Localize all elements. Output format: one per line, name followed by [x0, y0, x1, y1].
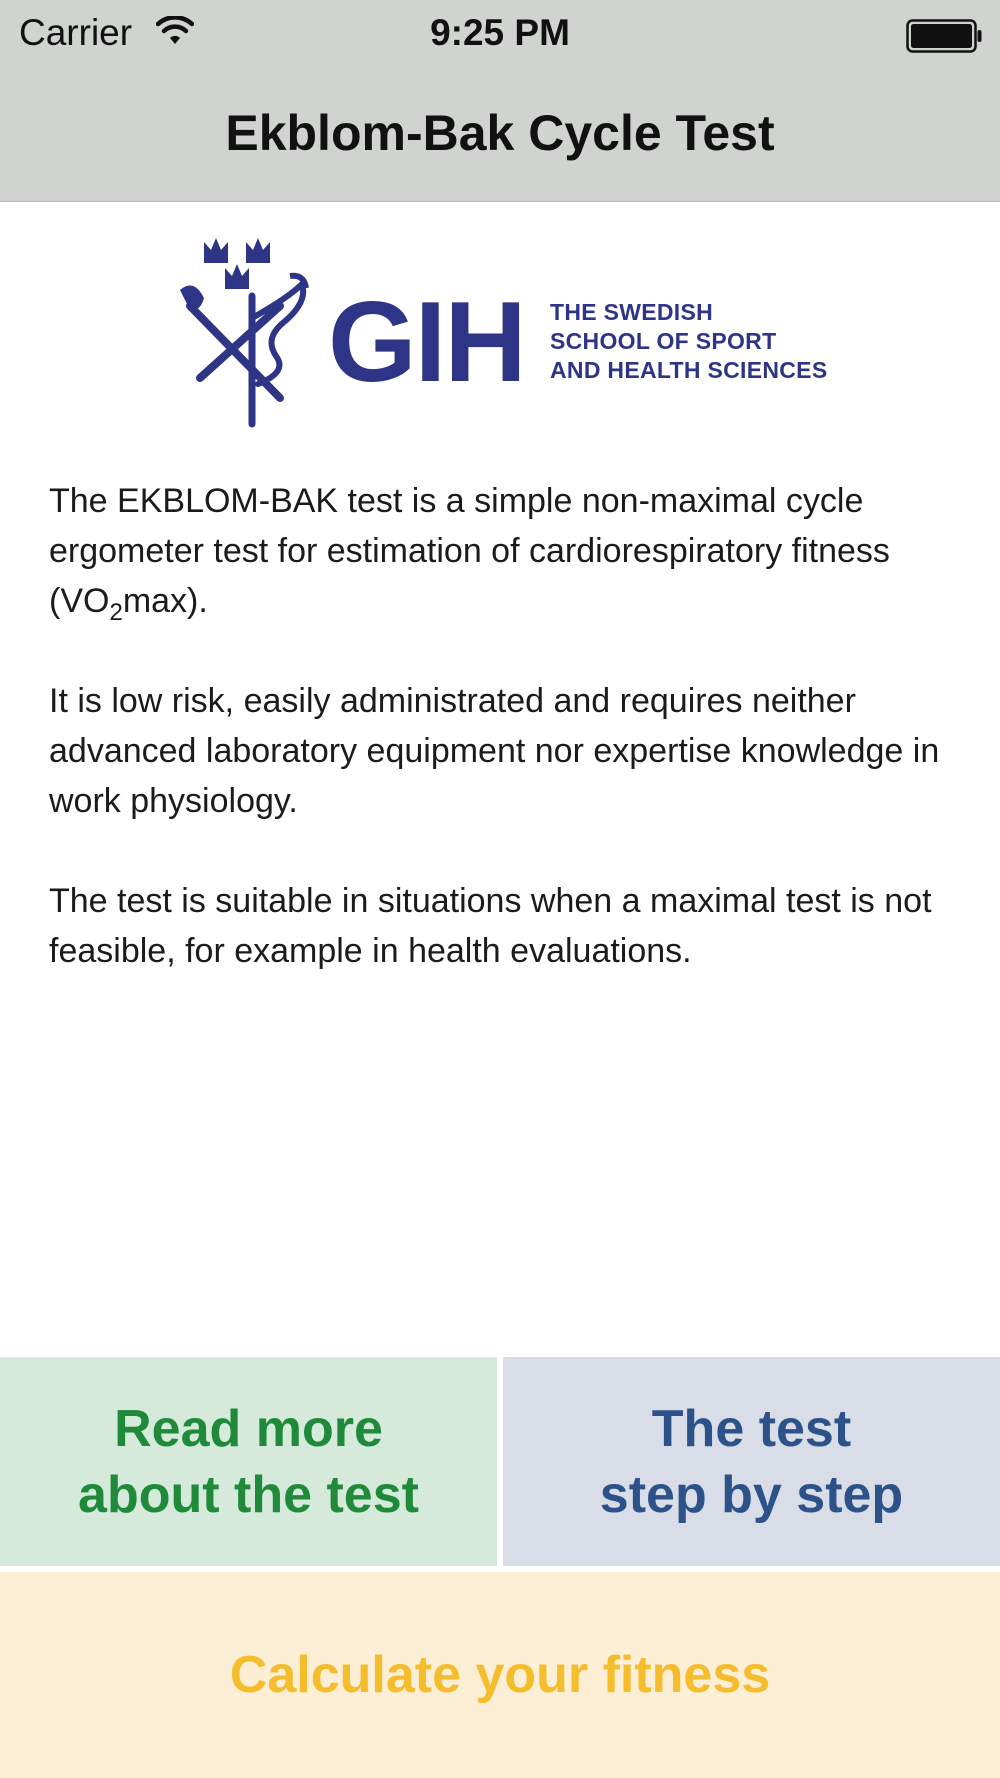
- read-more-button[interactable]: [0, 1357, 497, 1566]
- step-by-step-line-2: step by step: [599, 1465, 904, 1524]
- step-by-step-line-1: The test: [651, 1399, 852, 1458]
- calculate-fitness-button[interactable]: [0, 1572, 1000, 1778]
- intro-paragraph-2: It is low risk, easily administrated and requires neither advanced laboratory equipment nor expertise knowledge in work physiology.: [49, 682, 940, 820]
- logo-wordmark: GIH: [328, 279, 525, 406]
- crowns-emblem-icon: [180, 238, 306, 424]
- logo-tagline: [550, 298, 830, 385]
- read-more-label: [78, 1396, 419, 1528]
- carrier-label: Carrier: [19, 12, 133, 53]
- intro-p1-text: The EKBLOM-BAK test is a simple non-maximal cycle ergometer test for estimation of cardiorespiratory fitness (VO: [49, 482, 890, 620]
- status-bar: [0, 0, 1000, 64]
- navigation-bar: [0, 0, 1000, 202]
- intro-p1-tail: max).: [122, 582, 208, 620]
- intro-text: [49, 476, 969, 1026]
- step-by-step-label: [600, 1396, 903, 1528]
- read-more-line-2: about the test: [78, 1465, 419, 1524]
- logo-tagline-line: AND HEALTH SCIENCES: [550, 357, 828, 383]
- read-more-line-1: Read more: [114, 1399, 383, 1458]
- calculate-fitness-label: Calculate your fitness: [229, 1646, 771, 1704]
- page-title: Ekblom-Bak Cycle Test: [225, 105, 775, 161]
- battery-icon: [906, 19, 984, 53]
- intro-paragraph-3: The test is suitable in situations when a maximal test is not feasible, for example in health evaluations.: [49, 882, 932, 970]
- logo-tagline-line: THE SWEDISH: [550, 299, 714, 325]
- step-by-step-button[interactable]: [503, 1357, 1000, 1566]
- intro-paragraph-1: [49, 476, 969, 626]
- logo-tagline-line: SCHOOL OF SPORT: [550, 328, 777, 354]
- status-time: 9:25 PM: [430, 12, 570, 53]
- subscript-2: 2: [109, 599, 123, 626]
